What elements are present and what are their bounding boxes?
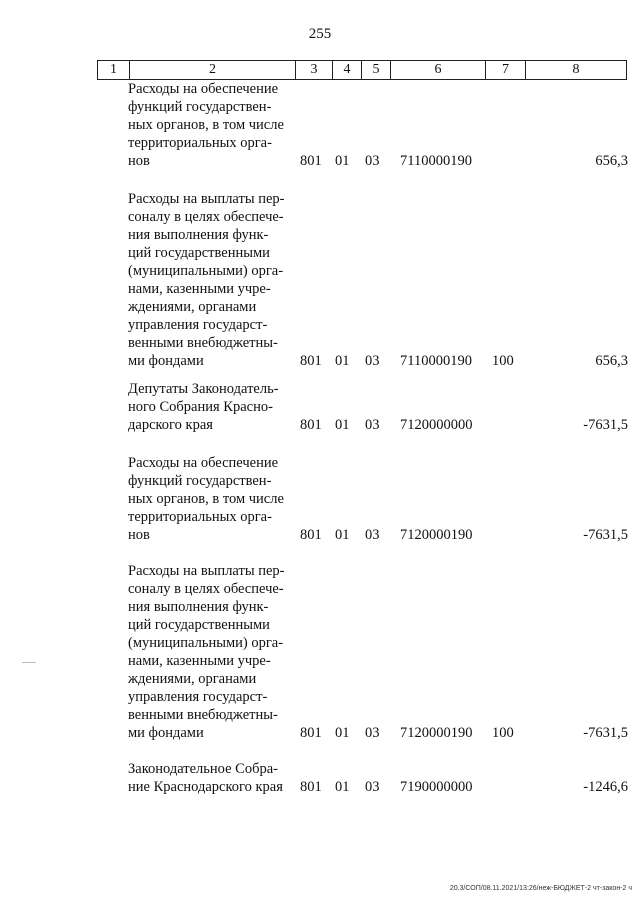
- description-line: нами, казенными учре-: [128, 281, 271, 297]
- description-line: ние Краснодарского края: [128, 779, 283, 795]
- row-values: [128, 526, 628, 544]
- column-header: 1: [98, 61, 130, 79]
- cell-col8: -7631,5: [583, 527, 628, 543]
- column-header: 4: [333, 61, 362, 79]
- description-line: Законодательное Собра-: [128, 761, 278, 777]
- description-line: ния выполнения функ-: [128, 599, 269, 615]
- table-row: [128, 562, 628, 742]
- description-line: (муниципальными) орга-: [128, 635, 284, 651]
- cell-col6: 7120000000: [400, 417, 473, 433]
- description-line: ций государственными: [128, 245, 270, 261]
- cell-col7: 100: [492, 725, 514, 741]
- column-header: 7: [486, 61, 526, 79]
- cell-col6: 7110000190: [400, 353, 472, 369]
- description-line: соналу в целях обеспече-: [128, 581, 284, 597]
- cell-col4: 01: [335, 725, 350, 741]
- description-line: Расходы на выплаты пер-: [128, 563, 285, 579]
- column-header: 2: [130, 61, 296, 79]
- cell-col4: 01: [335, 779, 350, 795]
- cell-col4: 01: [335, 417, 350, 433]
- description-line: дарского края: [128, 417, 213, 433]
- page-number: 255: [308, 26, 332, 42]
- row-values: [128, 152, 628, 170]
- margin-mark: [22, 662, 36, 663]
- cell-col5: 03: [365, 417, 380, 433]
- row-values: [128, 778, 628, 796]
- cell-col5: 03: [365, 779, 380, 795]
- description-line: ния выполнения функ-: [128, 227, 269, 243]
- cell-col6: 7190000000: [400, 779, 473, 795]
- cell-col8: 656,3: [595, 153, 628, 169]
- description-line: ждениями, органами: [128, 299, 257, 315]
- description-line: венными внебюджетны-: [128, 335, 278, 351]
- cell-col3: 801: [300, 353, 322, 369]
- description-line: ного Собрания Красно-: [128, 399, 273, 415]
- cell-col8: 656,3: [595, 353, 628, 369]
- cell-col3: 801: [300, 417, 322, 433]
- cell-col8: -7631,5: [583, 417, 628, 433]
- cell-col8: -1246,6: [583, 779, 628, 795]
- table-row: [128, 190, 628, 370]
- cell-col7: 100: [492, 353, 514, 369]
- description-line: Расходы на обеспечение: [128, 81, 279, 97]
- table-row: [128, 380, 628, 434]
- description-line: функций государствен-: [128, 99, 272, 115]
- cell-col5: 03: [365, 527, 380, 543]
- description-line: Расходы на обеспечение: [128, 455, 279, 471]
- description-line: нами, казенными учре-: [128, 653, 271, 669]
- description-line: ми фондами: [128, 353, 204, 369]
- description-line: соналу в целях обеспече-: [128, 209, 284, 225]
- table-row: [128, 454, 628, 544]
- description-line: нов: [128, 153, 150, 169]
- description-line: ми фондами: [128, 725, 204, 741]
- description-line: функций государствен-: [128, 473, 272, 489]
- description-line: венными внебюджетны-: [128, 707, 278, 723]
- cell-col6: 7120000190: [400, 725, 473, 741]
- cell-col3: 801: [300, 725, 322, 741]
- description-line: ждениями, органами: [128, 671, 257, 687]
- row-description: [128, 190, 292, 370]
- description-line: нов: [128, 527, 150, 543]
- cell-col3: 801: [300, 153, 322, 169]
- description-line: управления государст-: [128, 317, 268, 333]
- description-line: территориальных орга-: [128, 509, 272, 525]
- description-line: ций государственными: [128, 617, 270, 633]
- description-line: Депутаты Законодатель-: [128, 381, 279, 397]
- document-footer: 20.3/СОП/08.11.2021/13:26/неж-БЮДЖЕТ-2 чт-закон-2 ч: [449, 885, 632, 892]
- cell-col3: 801: [300, 527, 322, 543]
- description-line: (муниципальными) орга-: [128, 263, 284, 279]
- cell-col4: 01: [335, 353, 350, 369]
- cell-col5: 03: [365, 725, 380, 741]
- row-values: [128, 416, 628, 434]
- description-line: ных органов, в том числе: [128, 117, 284, 133]
- table-header: [97, 60, 627, 80]
- cell-col4: 01: [335, 527, 350, 543]
- row-description: [128, 562, 292, 742]
- cell-col6: 7120000190: [400, 527, 473, 543]
- row-values: [128, 724, 628, 742]
- cell-col4: 01: [335, 153, 350, 169]
- column-header: 6: [391, 61, 486, 79]
- cell-col5: 03: [365, 153, 380, 169]
- description-line: управления государст-: [128, 689, 268, 705]
- description-line: ных органов, в том числе: [128, 491, 284, 507]
- column-header: 3: [296, 61, 333, 79]
- description-line: Расходы на выплаты пер-: [128, 191, 285, 207]
- cell-col8: -7631,5: [583, 725, 628, 741]
- table-row: [128, 760, 628, 796]
- table-row: [128, 80, 628, 170]
- row-values: [128, 352, 628, 370]
- cell-col3: 801: [300, 779, 322, 795]
- description-line: территориальных орга-: [128, 135, 272, 151]
- cell-col6: 7110000190: [400, 153, 472, 169]
- column-header: 8: [572, 62, 580, 77]
- column-header: 5: [362, 61, 391, 79]
- cell-col5: 03: [365, 353, 380, 369]
